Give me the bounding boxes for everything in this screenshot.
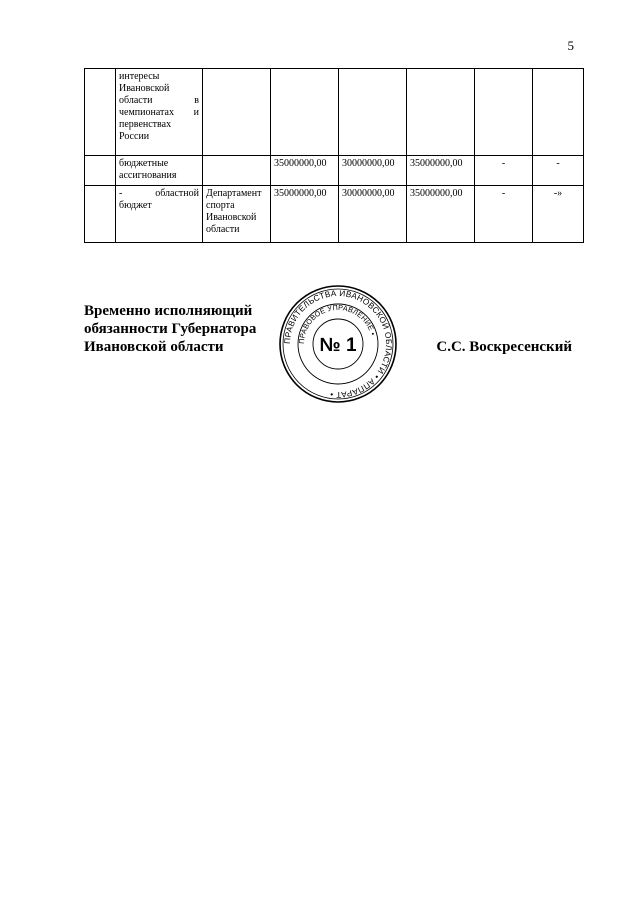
executor-line: области: [206, 224, 240, 235]
row-name-line: первенствах: [119, 119, 172, 130]
row-value-5: -: [533, 156, 584, 186]
row-value-4: -: [475, 186, 533, 243]
row-value-3: [407, 69, 475, 156]
stamp-inner-text: ПРАВОВОЕ УПРАВЛЕНИЕ •: [296, 302, 378, 345]
row-executor-cell: [203, 69, 271, 156]
row-value-4: -: [475, 156, 533, 186]
row-value-3: 35000000,00: [407, 156, 475, 186]
row-value-1: 35000000,00: [271, 156, 339, 186]
row-name-cell: [116, 69, 203, 156]
row-name-line: интересы: [119, 71, 160, 82]
executor-line: Департамент: [206, 188, 262, 199]
row-name-line: бюджет: [119, 200, 152, 211]
row-value-1: [271, 69, 339, 156]
row-name-line: области в: [119, 95, 199, 106]
row-name-line: бюджетные: [119, 158, 169, 169]
row-value-3: 35000000,00: [407, 186, 475, 243]
row-value-5: [533, 69, 584, 156]
table-row: [85, 69, 584, 156]
row-name-line: - областной: [119, 188, 199, 199]
table-row: [85, 186, 584, 243]
signature-title-line: Временно исполняющий: [84, 303, 253, 319]
row-value-1: 35000000,00: [271, 186, 339, 243]
stamp-ring-text: ПРАВИТЕЛЬСТВА ИВАНОВСКОЙ ОБЛАСТИ • АППАРАТ •: [282, 288, 394, 400]
row-value-5: -»: [533, 186, 584, 243]
row-value-2: 30000000,00: [339, 186, 407, 243]
row-index-cell: [85, 69, 116, 156]
stamp-center-number: № 1: [319, 335, 357, 356]
row-value-2: 30000000,00: [339, 156, 407, 186]
signature-name: С.С. Воскресенский: [436, 339, 572, 355]
row-value-4: [475, 69, 533, 156]
row-value-2: [339, 69, 407, 156]
row-index-cell: [85, 186, 116, 243]
signature-title: [84, 302, 274, 356]
table-row: [85, 156, 584, 186]
official-stamp: [278, 284, 398, 404]
row-index-cell: [85, 156, 116, 186]
executor-line: спорта: [206, 200, 235, 211]
row-name-line: Ивановской: [119, 83, 170, 94]
signature-title-line: Ивановской области: [84, 339, 224, 355]
row-name-line: России: [119, 131, 150, 142]
row-name-line: ассигнования: [119, 170, 177, 181]
signature-title-line: обязанности Губернатора: [84, 321, 257, 337]
executor-line: Ивановской: [206, 212, 257, 223]
row-executor-cell: [203, 186, 271, 243]
row-name-cell: [116, 156, 203, 186]
page-number: 5: [567, 38, 574, 53]
row-name-line: чемпионатах и: [119, 107, 199, 118]
row-name-cell: [116, 186, 203, 243]
row-executor-cell: [203, 156, 271, 186]
budget-table: [84, 68, 584, 243]
